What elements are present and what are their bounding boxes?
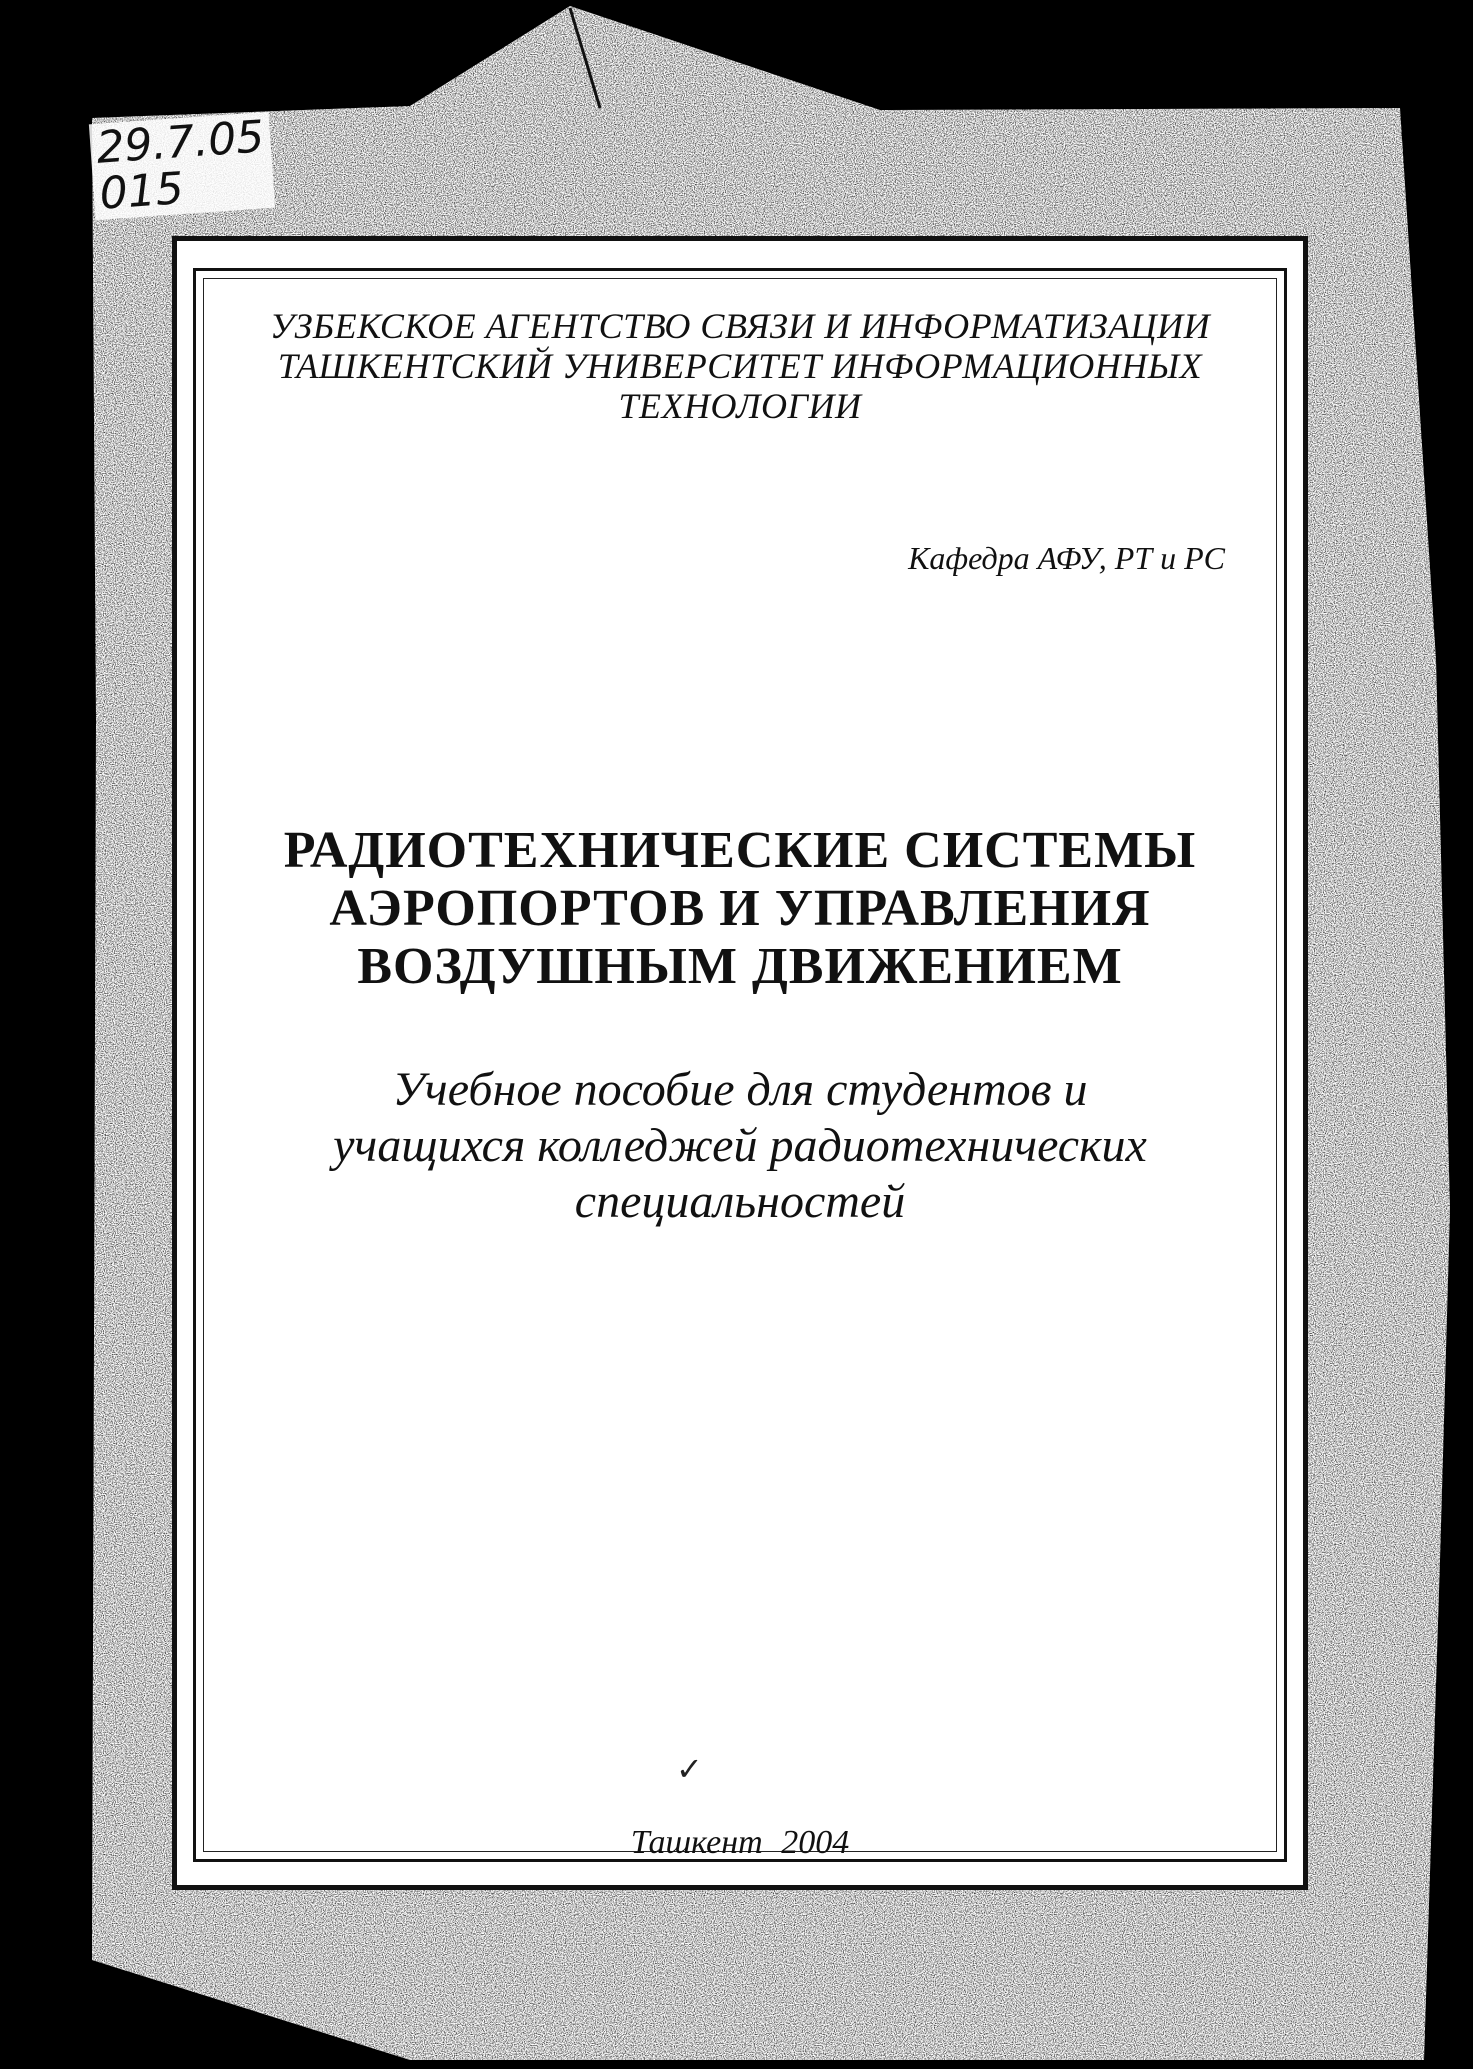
stamp-mark-icon: ✓	[676, 1751, 703, 1787]
organization-header	[203, 306, 1277, 426]
header-line: ТАШКЕНТСКИЙ УНИВЕРСИТЕТ ИНФОРМАЦИОННЫХ	[277, 346, 1203, 386]
document-title	[203, 822, 1277, 996]
handwritten-note-line: 015	[97, 163, 186, 220]
department-label: Кафедра АФУ, РТ и РС	[908, 540, 1225, 576]
header-line: УЗБЕКСКОЕ АГЕНТСТВО СВЯЗИ И ИНФОРМАТИЗАЦИИ	[269, 306, 1211, 346]
subtitle-line: специальностей	[574, 1175, 906, 1228]
title-line: ВОЗДУШНЫМ ДВИЖЕНИЕМ	[357, 938, 1123, 995]
subtitle-line: Учебное пособие для студентов и	[392, 1063, 1088, 1116]
title-line: АЭРОПОРТОВ И УПРАВЛЕНИЯ	[329, 880, 1151, 937]
header-line: ТЕХНОЛОГИИ	[618, 386, 862, 426]
title-line: РАДИОТЕХНИЧЕСКИЕ СИСТЕМЫ	[283, 822, 1197, 879]
place-year: Ташкент 2004	[630, 1824, 850, 1861]
document-subtitle	[203, 1062, 1277, 1230]
handwritten-note-line: 29.7.05	[94, 111, 266, 174]
subtitle-line: учащихся колледжей радиотехнических	[333, 1119, 1147, 1172]
handwritten-library-note	[89, 112, 275, 220]
